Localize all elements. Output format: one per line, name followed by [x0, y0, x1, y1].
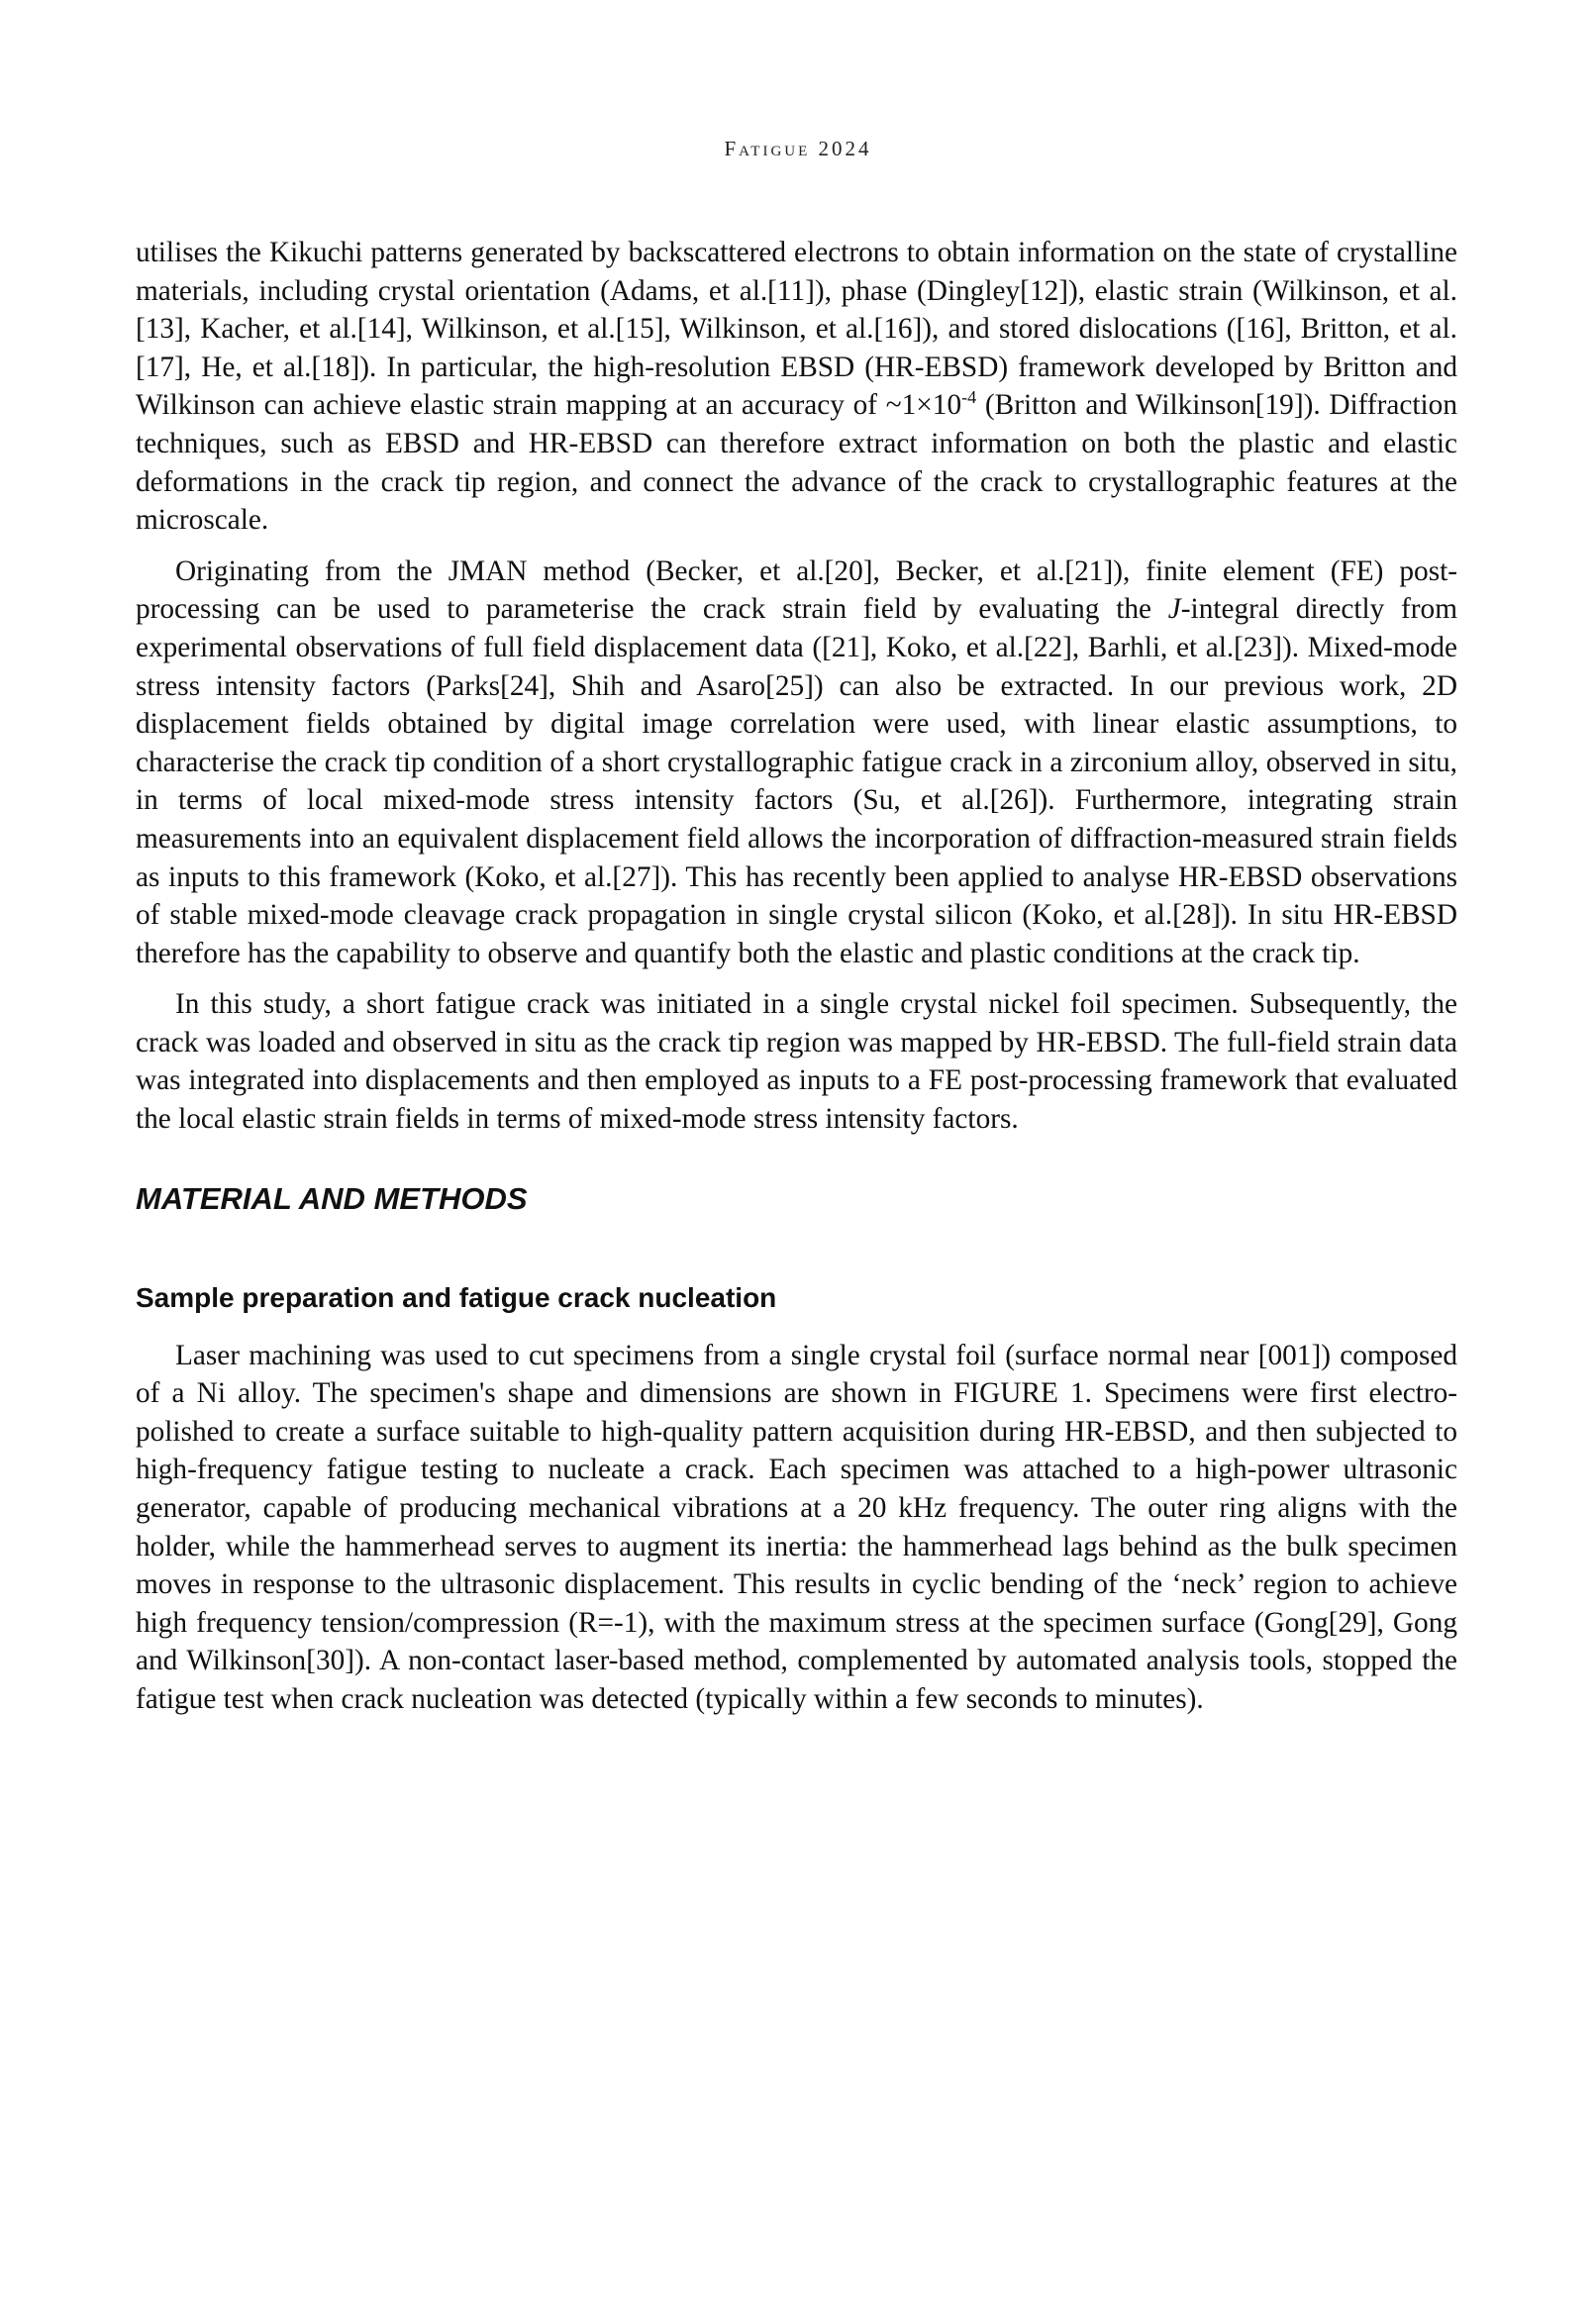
paragraph-jman-text-b: -integral directly from experimental observations of full field displacement data ([21], Koko, et al.[22], Barhli, et al.[23]). Mixed-mode stress intensity factors (Parks[24], Shih and Asaro[25]) can also be extracted. In our previous work, 2D displacement fields obtained by digital image correlation were used, with linear elastic assumptions, to characterise the crack tip condition of a short crystallographic fatigue crack in a zirconium alloy, observed in situ, in terms of local mixed-mode stress intensity factors (Su, et al.[26]). Furthermore, integrating strain measurements into an equivalent displacement field allows the incorporation of diffraction-measured strain fields as inputs to this framework (Koko, et al.[27]). This has recently been applied to analyse HR-EBSD observations of stable mixed-mode cleavage crack propagation in single crystal silicon (Koko, et al.[28]). In situ HR-EBSD therefore has the capability to observe and quantify both the elastic and plastic conditions at the crack tip. [136, 593, 1457, 969]
j-integral-symbol: J [1167, 593, 1181, 626]
paragraph-ebsd-intro-text-b: (Britton and Wilkinson[19]). Diffraction techniques, such as EBSD and HR-EBSD can therefore extract information on both the plastic and elastic deformations in the crack tip region, and connect the advance of the crack to crystallographic features at the microscale. [136, 389, 1457, 537]
paragraph-jman-method [136, 553, 1457, 973]
paragraph-jman-text-a: Originating from the JMAN method (Becker, et al.[20], Becker, et al.[21]), finite element (FE) post-processing can be used to parameterise the crack strain field by evaluating the [136, 554, 1457, 626]
paragraph-ebsd-intro [136, 234, 1457, 540]
section-heading-material-methods: MATERIAL AND METHODS [136, 1180, 528, 1216]
exponent-superscript: -4 [961, 387, 977, 408]
paragraph-this-study: In this study, a short fatigue crack was initiated in a single crystal nickel foil specimen. Subsequently, the crack was loaded and observed in situ as the crack tip region was mapped by HR-EBSD. The full-field strain data was integrated into displacements and then employed as inputs to a FE post-processing framework that evaluated the local elastic strain fields in terms of mixed-mode stress intensity factors. [136, 988, 1457, 1136]
paragraph-ebsd-intro-text-a: utilises the Kikuchi patterns generated by backscattered electrons to obtain information on the state of crystalline materials, including crystal orientation (Adams, et al.[11]), phase (Dingley[12]), elastic strain (Wilkinson, et al.[13], Kacher, et al.[14], Wilkinson, et al.[15], Wilkinson, et al.[16]), and stored dislocations ([16], Britton, et al.[17], He, et al.[18]). In particular, the high-resolution EBSD (HR-EBSD) framework developed by Britton and Wilkinson can achieve elastic strain mapping at an accuracy of ~1×10 [136, 237, 1457, 422]
subsection-heading-sample-preparation: Sample preparation and fatigue crack nucleation [136, 1281, 777, 1313]
running-head: Fatigue 2024 [724, 137, 872, 160]
paragraph-laser-machining: Laser machining was used to cut specimens from a single crystal foil (surface normal near [001]) composed of a Ni alloy. The specimen's shape and dimensions are shown in FIGURE 1. Specimens were first electro-polished to create a surface suitable to high-quality pattern acquisition during HR-EBSD, and then subjected to high-frequency fatigue testing to nucleate a crack. Each specimen was attached to a high-power ultrasonic generator, capable of producing mechanical vibrations at a 20 kHz frequency. The outer ring aligns with the holder, while the hammerhead serves to augment its inertia: the hammerhead lags behind as the bulk specimen moves in response to the ultrasonic displacement. This results in cyclic bending of the ‘neck’ region to achieve high frequency tension/compression (R=-1), with the maximum stress at the specimen surface (Gong[29], Gong and Wilkinson[30]). A non-contact laser-based method, complemented by automated analysis tools, stopped the fatigue test when crack nucleation was detected (typically within a few seconds to minutes). [136, 1339, 1457, 1715]
body-text [136, 234, 1457, 1732]
